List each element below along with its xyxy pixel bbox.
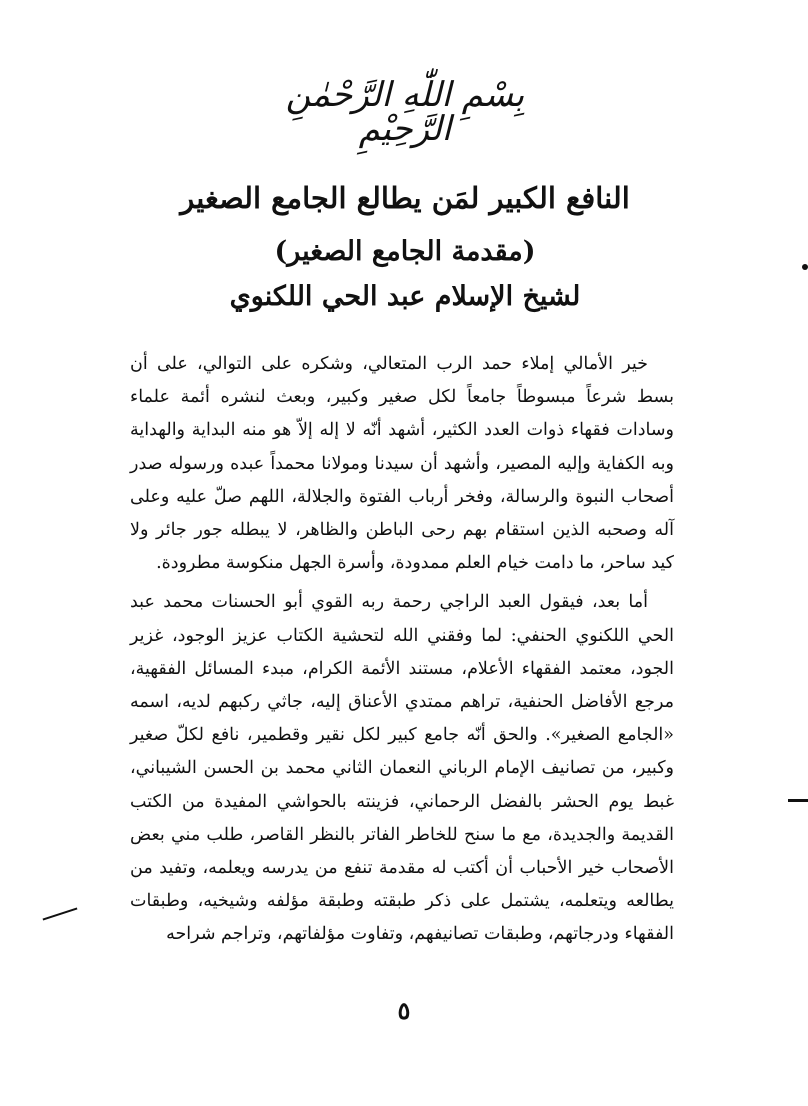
paragraph-1: خير الأمالي إملاء حمد الرب المتعالي، وشكره على التوالي، على أن بسط شرعاً مبسوطاً جامعاً لكل صغير وكبير، وبعث لنشره أئمة علماء وسادات فقهاء ذوات العدد الكثير، أشهد أنّه لا إله إلاّ هو منه البداية والهداية وبه الكفاية وإليه المصير، وأشهد أن سيدنا ومولانا محمداً عبده ورسوله صدر أصحاب النبوة والرسالة، وفخر أرباب الفتوة والجلالة، اللهم صلّ عليه وعلى آله وصحبه الذين استقام بهم رحى الباطن والظاهر، لا يبطله جور جائر ولا كيد ساحر، ما دامت خيام العلم ممدودة، وأسرة الجهل منكوسة مطرودة. [130, 354, 674, 574]
author-line: لشيخ الإسلام عبد الحي اللكنوي [229, 281, 581, 312]
basmala-calligraphy: بِسْمِ اللّٰهِ الرَّحْمٰنِ الرَّحِيْمِ [285, 75, 525, 149]
subtitle: (مقدمة الجامع الصغير) [274, 236, 536, 267]
body-text [130, 348, 674, 952]
main-title: النافع الكبير لمَن يطالع الجامع الصغير [180, 181, 630, 215]
page-number: ٥ [397, 996, 411, 1025]
margin-dot-mark [802, 264, 808, 270]
margin-scan-mark [788, 799, 808, 802]
margin-pen-mark [43, 907, 78, 920]
paragraph-2: أما بعد، فيقول العبد الراجي رحمة ربه القوي أبو الحسنات محمد عبد الحي اللكنوي الحنفي: لما وفقني الله لتحشية الكتاب عزيز الوجود، غزير الجود، معتمد الفقهاء الأعلام، مستند الأئمة الكرام، مبدء المسائل الفقهية، مرجع الأفاضل الحنفية، تراهم ممتدي الأعناق إليه، جاثي ركبهم لديه، اسمه «الجامع الصغير». والحق أنّه جامع كبير لكل نقير وقطمير، نافع لكلّ صغير وكبير، من تصانيف الإمام الرباني النعمان الثاني محمد بن الحسن الشيباني، غبط يوم الحشر بالفضل الرحماني، فزينته بالحواشي المفيدة من الكتب القديمة والجديدة، مع ما سنح للخاطر الفاتر بالنظر القاصر، طلب مني بعض الأصحاب خير الأحباب أن أكتب له مقدمة تنفع من يدرسه ويعلمه، وتفيد من يطالعه ويتعلمه، يشتمل على ذكر طبقته وطبقة مؤلفه وشيخيه، وطبقات الفقهاء ودرجاتهم، وطبقات تصانيفهم، وتفاوت مؤلفاتهم، وتراجم شراحه [130, 592, 674, 945]
